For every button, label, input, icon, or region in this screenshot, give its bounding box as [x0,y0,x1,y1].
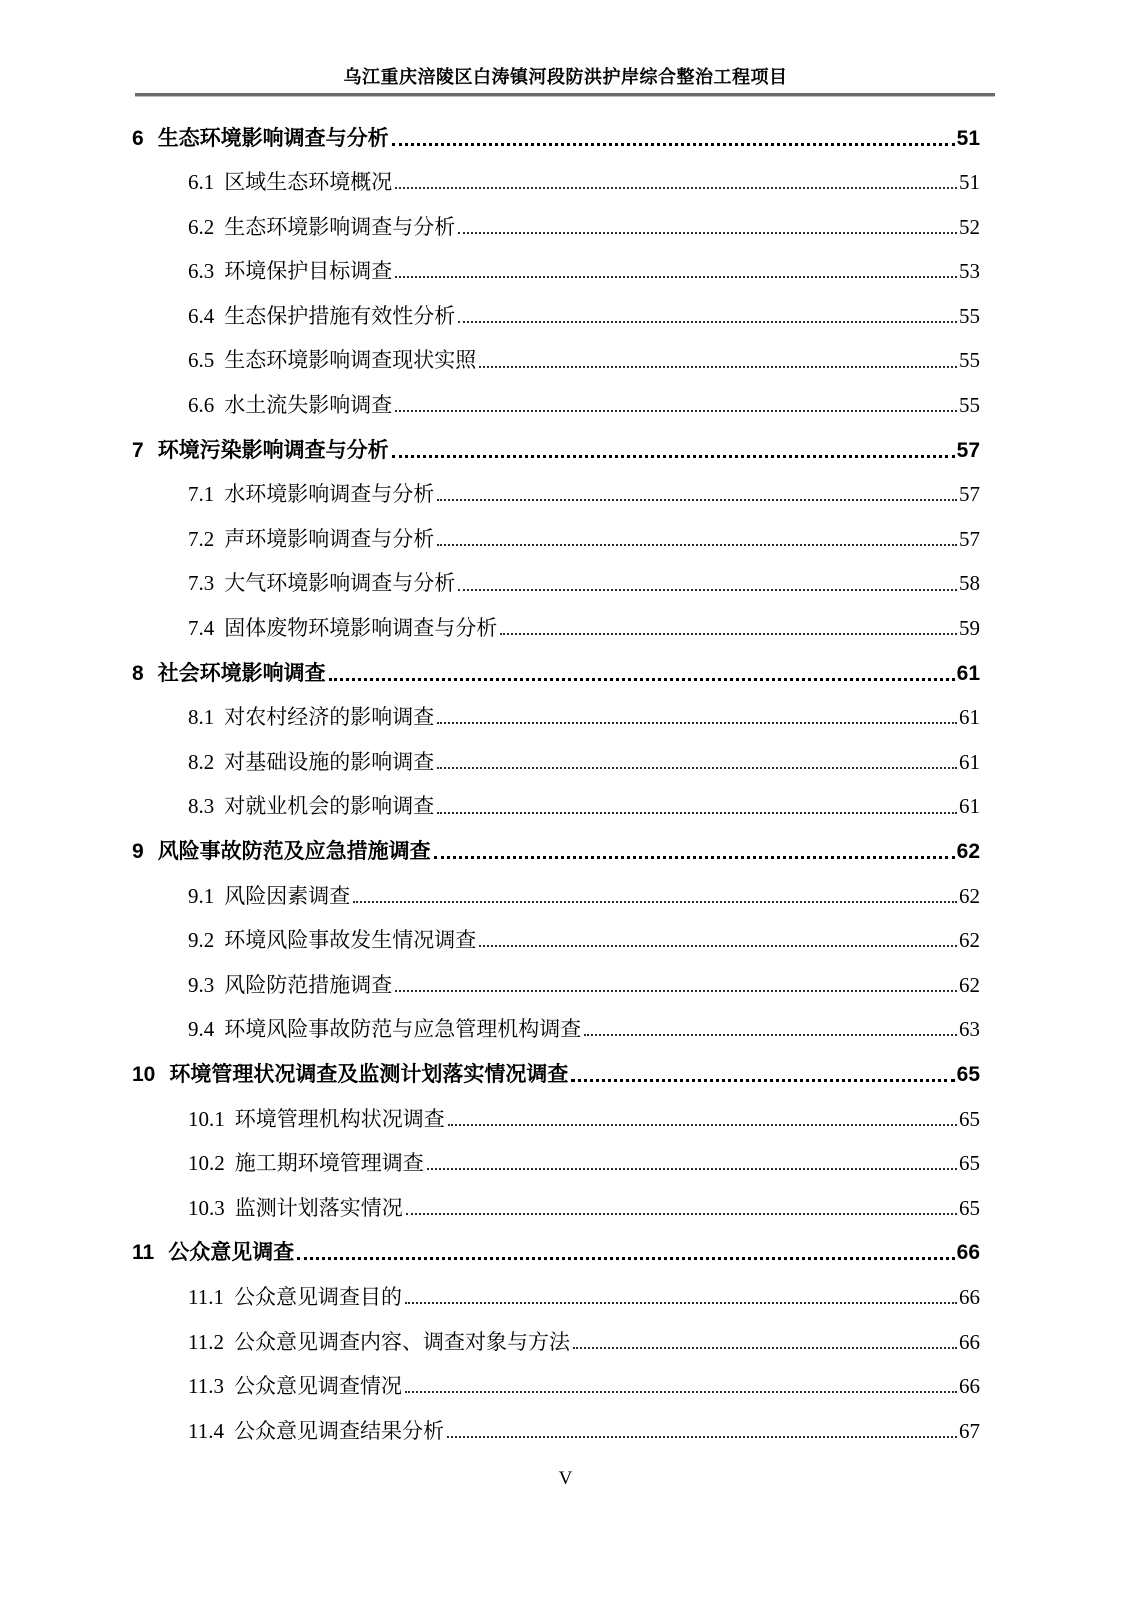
toc-entry [132,1398,980,1443]
toc-entry-number: 9.4 [188,1017,215,1042]
toc-entry-number: 6.4 [188,303,215,328]
toc-entry-page: 55 [959,393,980,418]
toc-entry-page: 65 [959,1195,980,1220]
toc-entry-page: 65 [956,1062,980,1086]
toc-entry [132,997,980,1042]
toc-entry-page: 58 [959,571,980,596]
toc-entry-number: 10.2 [188,1151,225,1176]
toc-dot-leader [395,410,957,412]
toc-entry-title: 社会环境影响调查 [157,661,326,685]
toc-entry-title: 环境风险事故防范与应急管理机构调查 [224,1017,582,1042]
toc-entry-page: 61 [959,794,980,819]
toc-entry [132,1264,980,1309]
toc-entry-title: 对农村经济的影响调查 [224,705,435,730]
toc-entry-title: 公众意见调查情况 [233,1374,402,1399]
toc-entry [132,328,980,373]
toc-entry-number: 7.2 [188,526,215,551]
toc-dot-leader [297,1257,954,1260]
toc-entry-page: 57 [959,482,980,507]
toc-entry-title: 水环境影响调查与分析 [224,482,435,507]
toc-entry [132,283,980,328]
toc-entry-page: 59 [959,616,980,641]
toc-entry-number: 11.4 [188,1418,224,1443]
toc-entry-title: 生态环境影响调查现状实照 [224,348,477,373]
toc-entry-number: 7.3 [188,571,215,596]
toc-entry [132,952,980,997]
toc-entry-number: 8.3 [188,794,215,819]
toc-entry-title: 公众意见调查目的 [233,1284,402,1309]
toc-entry-page: 65 [959,1151,980,1176]
toc-entry-page: 67 [959,1418,980,1443]
toc-entry [132,1086,980,1131]
toc-entry-title: 固体废物环境影响调查与分析 [224,616,498,641]
toc-entry-page: 57 [959,526,980,551]
toc-entry [132,1175,980,1220]
toc-entry-page: 61 [959,705,980,730]
toc-entry-number: 6.3 [188,259,215,284]
toc-entry [132,1354,980,1399]
toc-entry [132,1131,980,1176]
toc-entry-number: 8.2 [188,749,215,774]
toc-dot-leader [427,1168,957,1170]
toc-entry-title: 环境污染影响调查与分析 [157,438,389,462]
toc-entry-title: 环境保护目标调查 [224,259,393,284]
toc-entry-page: 61 [956,661,980,685]
toc-entry-page: 51 [956,126,980,150]
toc-entry-page: 52 [959,214,980,239]
toc-dot-leader [458,232,957,234]
toc-entry-title: 生态保护措施有效性分析 [224,303,456,328]
toc-entry-number: 11 [132,1241,155,1265]
toc-entry-number: 11.1 [188,1284,224,1309]
toc-dot-leader [434,856,955,859]
toc-entry-page: 62 [959,928,980,953]
toc-entry-number: 6.2 [188,214,215,239]
toc-entry-number: 10 [132,1062,156,1086]
toc-dot-leader [405,1391,957,1393]
toc-entry [132,908,980,953]
toc-entry-number: 9.2 [188,928,215,953]
table-of-contents [132,105,980,1443]
toc-entry-page: 62 [959,972,980,997]
toc-entry-number: 9 [132,840,144,863]
page-footer [0,1468,1131,1490]
header-rule [135,93,995,97]
toc-entry-number: 11.3 [188,1374,224,1399]
toc-entry [132,819,980,864]
toc-entry-title: 公众意见调查 [168,1241,295,1265]
toc-entry-title: 对基础设施的影响调查 [224,749,435,774]
toc-entry [132,685,980,730]
toc-entry-page: 55 [959,348,980,373]
toc-dot-leader [437,544,957,546]
toc-entry-page: 55 [959,303,980,328]
toc-entry-number: 9.1 [188,883,215,908]
toc-dot-leader [353,901,957,903]
toc-entry-page: 66 [959,1329,980,1354]
toc-entry [132,194,980,239]
toc-entry-title: 环境风险事故发生情况调查 [224,928,477,953]
toc-dot-leader [395,276,957,278]
toc-entry [132,1041,980,1086]
toc-entry-number: 7.4 [188,616,215,641]
toc-entry-number: 6.6 [188,393,215,418]
toc-dot-leader [458,321,957,323]
toc-entry-page: 62 [956,840,980,863]
toc-dot-leader [479,945,957,947]
toc-dot-leader [447,1436,957,1438]
toc-dot-leader [437,722,957,724]
toc-dot-leader [437,767,957,769]
header-title: 乌江重庆涪陵区白涛镇河段防洪护岸综合整治工程项目 [343,67,788,87]
toc-entry [132,506,980,551]
toc-entry-number: 10.1 [188,1106,225,1131]
toc-entry [132,150,980,195]
toc-dot-leader [392,455,955,458]
page-number: V [558,1468,573,1489]
toc-entry-number: 8 [132,661,144,685]
toc-entry-page: 53 [959,259,980,284]
toc-dot-leader [395,187,957,189]
toc-entry [132,462,980,507]
toc-entry-page: 66 [956,1241,980,1265]
toc-entry-title: 环境管理机构状况调查 [234,1106,445,1131]
toc-entry [132,373,980,418]
toc-entry-number: 7.1 [188,482,215,507]
toc-dot-leader [571,1079,954,1082]
toc-entry [132,596,980,641]
toc-entry [132,1309,980,1354]
toc-entry [132,729,980,774]
toc-entry-title: 区域生态环境概况 [224,170,393,195]
toc-entry-title: 生态环境影响调查与分析 [224,214,456,239]
toc-dot-leader [395,990,957,992]
toc-entry-title: 大气环境影响调查与分析 [224,571,456,596]
toc-dot-leader [405,1302,957,1304]
toc-entry-title: 风险防范措施调查 [224,972,393,997]
toc-entry [132,863,980,908]
toc-entry [132,239,980,284]
toc-dot-leader [329,678,955,681]
toc-entry-title: 水土流失影响调查 [224,393,393,418]
toc-entry [132,105,980,150]
toc-entry-number: 8.1 [188,705,215,730]
toc-entry-number: 6.1 [188,170,215,195]
toc-entry [132,774,980,819]
toc-entry-title: 风险因素调查 [224,883,351,908]
toc-entry-title: 公众意见调查结果分析 [233,1418,444,1443]
toc-dot-leader [448,1124,957,1126]
toc-entry-page: 66 [959,1284,980,1309]
toc-entry-number: 6.5 [188,348,215,373]
toc-dot-leader [437,499,957,501]
toc-dot-leader [392,143,955,146]
toc-entry-number: 6 [132,126,144,150]
toc-entry-title: 生态环境影响调查与分析 [157,126,389,150]
toc-entry-title: 声环境影响调查与分析 [224,526,435,551]
toc-entry-title: 公众意见调查内容、调查对象与方法 [233,1329,570,1354]
toc-entry-title: 监测计划落实情况 [234,1195,403,1220]
toc-entry [132,551,980,596]
toc-entry-title: 环境管理状况调查及监测计划落实情况调查 [169,1062,569,1086]
toc-dot-leader [437,812,957,814]
toc-entry [132,1220,980,1265]
toc-entry-page: 51 [959,170,980,195]
toc-entry-title: 风险事故防范及应急措施调查 [157,840,431,863]
toc-entry-page: 63 [959,1017,980,1042]
toc-dot-leader [584,1034,957,1036]
toc-dot-leader [479,366,957,368]
toc-dot-leader [500,633,957,635]
toc-entry-page: 65 [959,1106,980,1131]
toc-entry-title: 对就业机会的影响调查 [224,794,435,819]
toc-entry-number: 10.3 [188,1195,225,1220]
toc-entry-page: 62 [959,883,980,908]
toc-entry-number: 11.2 [188,1329,224,1354]
toc-entry-title: 施工期环境管理调查 [234,1151,424,1176]
toc-entry-number: 7 [132,438,144,462]
toc-entry-page: 61 [959,749,980,774]
toc-entry [132,640,980,685]
toc-entry [132,417,980,462]
toc-dot-leader [458,589,957,591]
toc-entry-number: 9.3 [188,972,215,997]
toc-dot-leader [573,1347,957,1349]
toc-dot-leader [406,1213,957,1215]
toc-entry-page: 66 [959,1374,980,1399]
toc-entry-page: 57 [956,438,980,462]
